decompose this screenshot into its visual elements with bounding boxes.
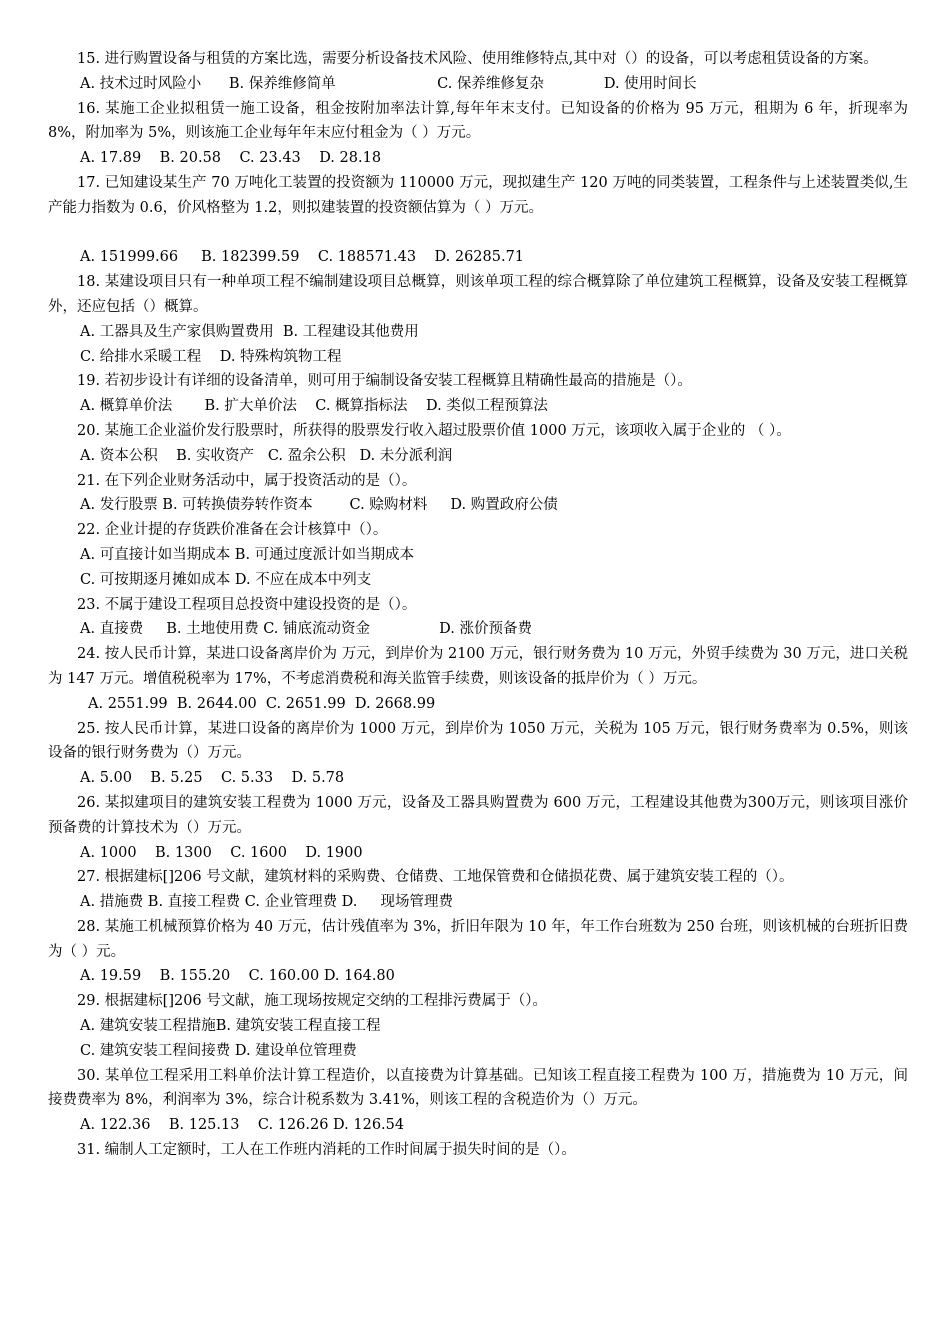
question-27: 27. 根据建标[]206 号文献，建筑材料的采购费、仓储费、工地保管费和仓储损花费、属于建筑安装工程的（）。 [77, 869, 794, 886]
options-15: A. 技术过时风险小 B. 保养维修简单 C. 保养维修复杂 D. 使用时间长 [80, 75, 697, 92]
options-25: A. 5.00 B. 5.25 C. 5.33 D. 5.78 [80, 770, 345, 787]
options-22-cd: C. 可按期逐月摊如成本 D. 不应在成本中列支 [80, 571, 372, 588]
question-17: 17. 已知建设某生产 70 万吨化工装置的投资额为 110000 万元，现拟建生产 120 万吨的同类装置，工程条件与上述装置类似,生产能力指数为 0.6，价风格整为 1.2，则拟建装置的投资额估算为（ ）万元。 [48, 174, 908, 216]
options-24: A. 2551.99 B. 2644.00 C. 2651.99 D. 2668.99 [88, 695, 436, 712]
options-18-cd: C. 给排水采暖工程 D. 特殊构筑物工程 [80, 348, 342, 365]
options-28: A. 19.59 B. 155.20 C. 160.00 D. 164.80 [80, 968, 395, 985]
options-27: A. 措施费 B. 直接工程费 C. 企业管理费 D. 现场管理费 [80, 894, 453, 911]
question-15: 15. 进行购置设备与租赁的方案比选，需要分析设备技术风险、使用维修特点,其中对（）的设备，可以考虑租赁设备的方案。 [77, 51, 878, 67]
options-21: A. 发行股票 B. 可转换债券转作资本 C. 赊购材料 D. 购置政府公债 [80, 497, 558, 514]
options-23: A. 直接费 B. 土地使用费 C. 铺底流动资金 D. 涨价预备费 [80, 621, 532, 638]
options-20: A. 资本公积 B. 实收资产 C. 盈余公积 D. 未分派利润 [80, 447, 453, 464]
options-29-cd: C. 建筑安装工程间接费 D. 建设单位管理费 [80, 1042, 357, 1059]
question-25: 25. 按人民币计算，某进口设备的离岸价为 1000 万元，到岸价为 1050 万元，关税为 105 万元，银行财务费率为 0.5%，则该设备的银行财务费为（）万元。 [48, 720, 908, 762]
question-24: 24. 按人民币计算，某进口设备离岸价为 万元，到岸价为 2100 万元，银行财务费为 10 万元，外贸手续费为 30 万元，进口关税为 147 万元。增值税税率为 17%，不考虑消费税和海关监管手续费，则该设备的抵岸价为（ ）万元。 [48, 646, 908, 687]
question-21: 21. 在下列企业财务活动中，属于投资活动的是（）。 [77, 472, 417, 489]
options-29-ab: A. 建筑安装工程措施B. 建筑安装工程直接工程 [80, 1018, 381, 1035]
question-26: 26. 某拟建项目的建筑安装工程费为 1000 万元，设备及工器具购置费为 600 万元，工程建设其他费为300万元，则该项目涨价预备费的计算技术为（）万元。 [48, 794, 908, 836]
options-16: A. 17.89 B. 20.58 C. 23.43 D. 28.18 [80, 150, 382, 167]
question-22: 22. 企业计提的存货跌价准备在会计核算中（）。 [77, 522, 388, 539]
question-16: 16. 某施工企业拟租赁一施工设备，租金按附加率法计算,每年年末支付。已知设备的价格为 95 万元，租期为 6 年，折现率为 8%，附加率为 5%，则该施工企业每年年末应付租金为（ ）万元。 [48, 100, 908, 142]
question-23: 23. 不属于建设工程项目总投资中建设投资的是（）。 [77, 596, 417, 613]
question-28: 28. 某施工机械预算价格为 40 万元，估计残值率为 3%，折旧年限为 10 年，年工作台班数为 250 台班，则该机械的台班折旧费为（ ）元。 [48, 918, 908, 960]
options-26: A. 1000 B. 1300 C. 1600 D. 1900 [80, 844, 363, 861]
blank-line [48, 221, 908, 246]
options-19: A. 概算单价法 B. 扩大单价法 C. 概算指标法 D. 类似工程预算法 [80, 398, 548, 415]
document-body [48, 47, 908, 1163]
question-20: 20. 某施工企业溢价发行股票时，所获得的股票发行收入超过股票价值 1000 万元，该项收入属于企业的 （ ）。 [77, 422, 791, 439]
options-18-ab: A. 工器具及生产家俱购置费用 B. 工程建设其他费用 [80, 323, 419, 340]
options-30: A. 122.36 B. 125.13 C. 126.26 D. 126.54 [80, 1117, 405, 1134]
question-30: 30. 某单位工程采用工料单价法计算工程造价，以直接费为计算基础。已知该工程直接工程费为 100 万，措施费为 10 万元，间接费费率为 8%，利润率为 3%，综合计税系数为 3.41%，则该工程的含税造价为（）万元。 [48, 1067, 908, 1109]
question-18: 18. 某建设项目只有一种单项工程不编制建设项目总概算，则该单项工程的综合概算除了单位建筑工程概算，设备及安装工程概算外，还应包括（）概算。 [48, 274, 908, 315]
question-29: 29. 根据建标[]206 号文献，施工现场按规定交纳的工程排污费属于（）。 [77, 993, 548, 1010]
options-22-ab: A. 可直接计如当期成本 B. 可通过度派计如当期成本 [80, 546, 415, 563]
question-31: 31. 编制人工定额时，工人在工作班内消耗的工作时间属于损失时间的是（）。 [77, 1142, 576, 1159]
question-19: 19. 若初步设计有详细的设备清单，则可用于编制设备安装工程概算且精确性最高的措施是（）。 [77, 373, 692, 390]
options-17: A. 151999.66 B. 182399.59 C. 188571.43 D. 26285.71 [80, 249, 525, 266]
